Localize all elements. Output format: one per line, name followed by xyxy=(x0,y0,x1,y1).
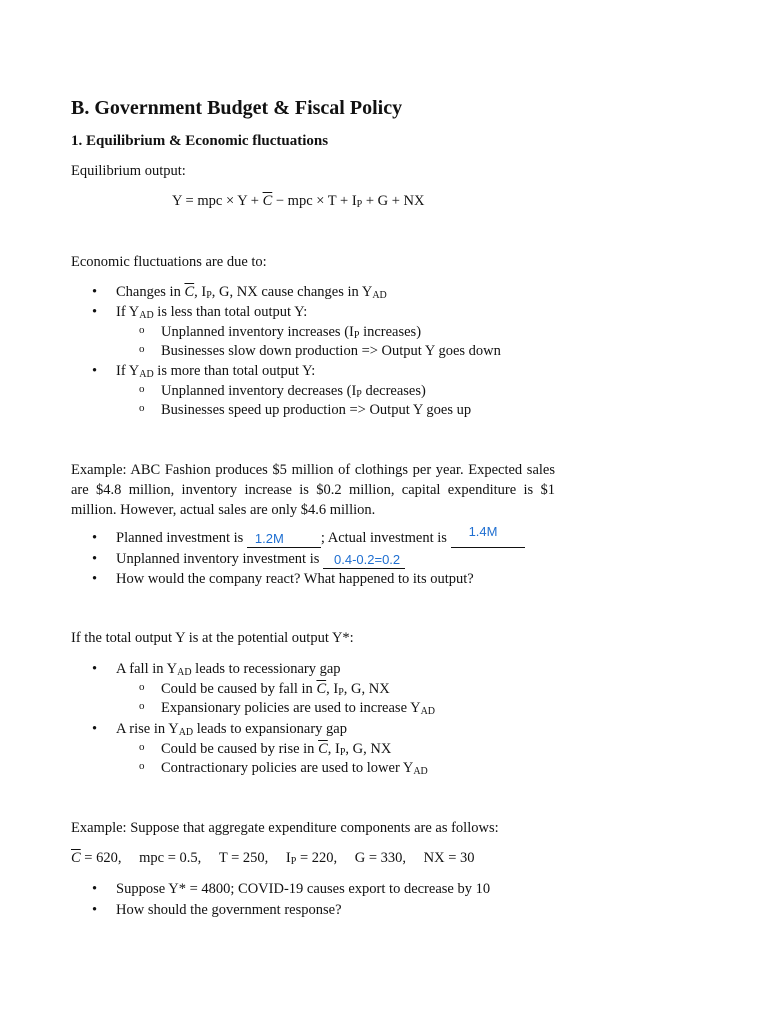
list-item: • Suppose Y* = 4800; COVID-19 causes export to decrease by 10 xyxy=(92,881,491,897)
list-item: • If $Y_{AD}$ is less than total output Y: xyxy=(92,304,308,321)
list-item: o Unplanned inventory decreases ($I_P$ decreases) xyxy=(139,383,426,400)
answer-blank[interactable]: 1.4M xyxy=(451,530,525,548)
example-paragraph: Example: ABC Fashion produces $5 million of clothings per year. Expected sales are $4.8 million, inventory increase is $0.2 million, capital expenditure is $1 million. However, actual sales are only $4.6 million. xyxy=(71,462,555,518)
list-item: o Businesses speed up production => Output Y goes up xyxy=(139,402,472,418)
list-item: • A rise in $Y_{AD}$ leads to expansionary gap xyxy=(92,721,347,738)
answer-blank[interactable]: 1.2M xyxy=(247,530,321,548)
page-title: B. Government Budget & Fiscal Policy xyxy=(71,97,403,119)
fluctuations-intro: Economic fluctuations are due to: xyxy=(71,254,267,270)
section-heading: 1. Equilibrium & Economic fluctuations xyxy=(71,133,329,149)
equilibrium-label: Equilibrium output: xyxy=(71,163,186,179)
list-item: • Unplanned inventory investment is 0.4-0.2=0.2 xyxy=(92,551,405,569)
list-item: o Unplanned inventory increases ($I_P$ increases) xyxy=(139,324,422,341)
list-item: • Changes in $\overline{C}$, $I_P$, G, NX cause changes in $Y_{AD}$ xyxy=(92,284,387,301)
list-item: • If $Y_{AD}$ is more than total output Y: xyxy=(92,363,316,380)
list-item: o Expansionary policies are used to increase $Y_{AD}$ xyxy=(139,700,436,717)
list-item: • How should the government response? xyxy=(92,902,342,918)
equilibrium-equation: Y = mpc × $Y + \overline{C}$ − mpc × $T + I_P + G$ + NX xyxy=(172,193,425,210)
answer-blank[interactable]: 0.4-0.2=0.2 xyxy=(323,551,405,569)
list-item: o Businesses slow down production => Output Y goes down xyxy=(139,343,501,359)
list-item: • A fall in $Y_{AD}$ leads to recessionary gap xyxy=(92,661,341,678)
components-line: $\overline{C} = 620$, mpc = 0.5, T = 250, $I_P = 220$, G = 330, NX = 30 xyxy=(71,850,475,867)
list-item: • Planned investment is 1.2M ; Actual investment is 1.4M xyxy=(92,530,525,548)
list-item: o Could be caused by fall in $\overline{C}$, $I_P$, G, NX xyxy=(139,681,390,698)
list-item: o Could be caused by rise in $\overline{C}$, $I_P$, G, NX xyxy=(139,741,392,758)
list-item: o Contractionary policies are used to lower $Y_{AD}$ xyxy=(139,760,428,777)
potential-intro: If the total output Y is at the potential output Y*: xyxy=(71,630,354,646)
example2-intro: Example: Suppose that aggregate expenditure components are as follows: xyxy=(71,820,499,836)
list-item: • How would the company react? What happened to its output? xyxy=(92,571,474,587)
